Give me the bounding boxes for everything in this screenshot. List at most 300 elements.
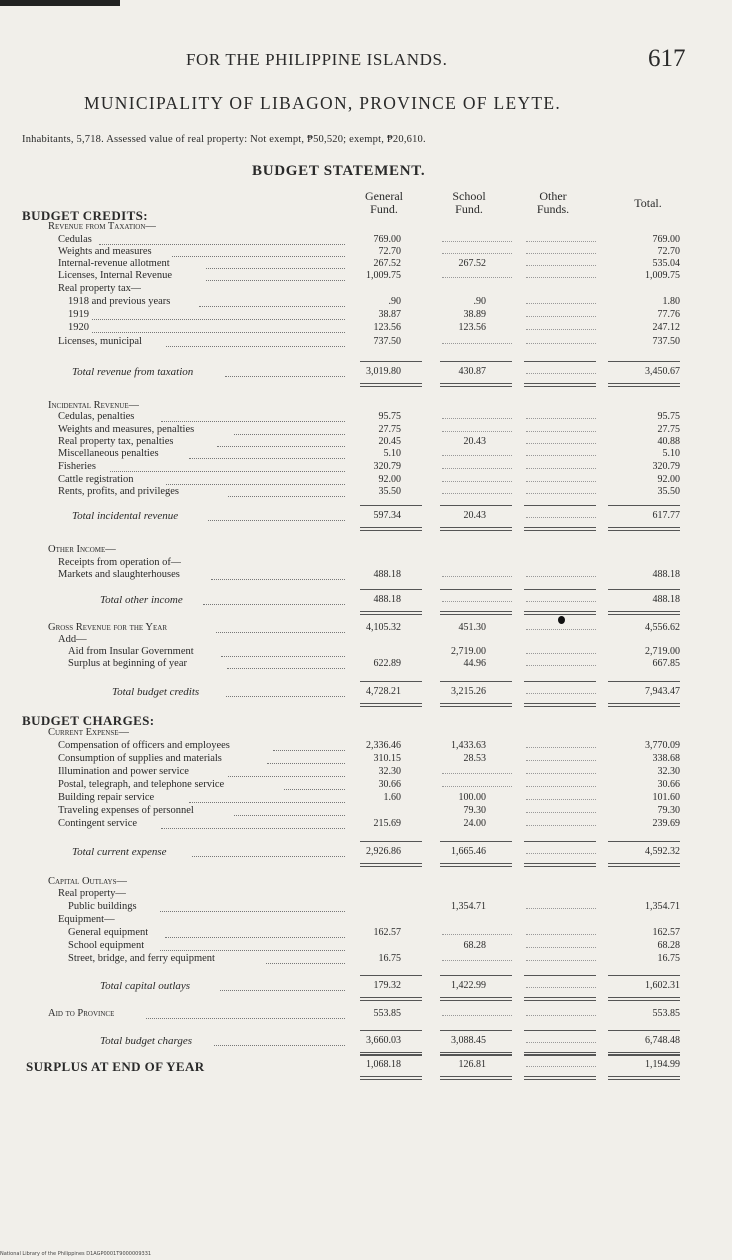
subtotal-rule [360, 1030, 422, 1031]
row-label: Other Income— [48, 544, 116, 555]
total-value: 162.57 [652, 927, 680, 938]
subtotal-rule [360, 1054, 422, 1055]
school-fund-value: 1,433.63 [451, 740, 486, 751]
general-fund-value: 95.75 [378, 411, 401, 422]
empty-cell-leader [526, 277, 596, 278]
school-fund-value: 24.00 [463, 818, 486, 829]
total-value: 7,943.47 [645, 686, 680, 697]
total-value: 77.76 [657, 309, 680, 320]
school-fund-value: 20.43 [463, 510, 486, 521]
dot-leader [199, 306, 345, 307]
empty-cell-leader [442, 493, 512, 494]
general-fund-value: 123.56 [373, 322, 401, 333]
dot-leader [189, 458, 345, 459]
general-fund-value: .90 [388, 296, 401, 307]
general-fund-value: 16.75 [378, 953, 401, 964]
total-double-rule [360, 1076, 422, 1080]
empty-cell-leader [526, 786, 596, 787]
dot-leader [221, 656, 345, 657]
dot-leader [189, 802, 345, 803]
row-label: Street, bridge, and ferry equipment [68, 953, 215, 964]
empty-cell-leader [442, 241, 512, 242]
general-fund-value: 1,009.75 [366, 270, 401, 281]
school-fund-value: 3,088.45 [451, 1035, 486, 1046]
school-fund-value: 2,719.00 [451, 646, 486, 657]
subtotal-rule [524, 589, 596, 590]
row-label: Contingent service [58, 818, 138, 829]
dot-leader [214, 1045, 345, 1046]
empty-cell-leader [526, 934, 596, 935]
table-row [0, 753, 732, 767]
municipality-title: MUNICIPALITY OF LIBAGON, PROVINCE OF LEYTE. [84, 93, 562, 113]
empty-cell-leader [526, 960, 596, 961]
total-double-rule [524, 703, 596, 707]
general-fund-value: 3,019.80 [366, 366, 401, 377]
total-double-rule [608, 863, 680, 867]
general-fund-value: 215.69 [373, 818, 401, 829]
total-double-rule [524, 611, 596, 615]
general-fund-value: 488.18 [373, 594, 401, 605]
row-label: Illumination and power service [58, 766, 189, 777]
empty-cell-leader [442, 601, 512, 602]
school-fund-value: 1,665.46 [451, 846, 486, 857]
total-double-rule [608, 1076, 680, 1080]
table-row [0, 953, 732, 967]
subtotal-rule [608, 975, 680, 976]
dot-leader [160, 950, 345, 951]
total-double-rule [608, 383, 680, 387]
table-row [0, 569, 732, 583]
total-value: 4,592.32 [645, 846, 680, 857]
dot-leader [228, 776, 345, 777]
school-fund-value: 38.89 [463, 309, 486, 320]
column-header-total: Total. [634, 196, 662, 210]
table-row [0, 779, 732, 793]
empty-cell-leader [442, 576, 512, 577]
school-fund-value: 20.43 [463, 436, 486, 447]
row-label: Capital Outlays— [48, 876, 128, 887]
total-value: 6,748.48 [645, 1035, 680, 1046]
subtotal-rule [440, 1054, 512, 1055]
general-fund-value: 162.57 [373, 927, 401, 938]
total-value: 320.79 [652, 461, 680, 472]
total-value: 95.75 [657, 411, 680, 422]
general-fund-value: 553.85 [373, 1008, 401, 1019]
page-number: 617 [648, 45, 686, 72]
row-label: Building repair service [58, 792, 155, 803]
subtotal-rule [440, 589, 512, 590]
section-row [0, 713, 732, 727]
subtotal-rule [440, 1030, 512, 1031]
table-row [0, 322, 732, 336]
subtotal-rule [524, 1030, 596, 1031]
general-fund-value: 4,728.21 [366, 686, 401, 697]
row-label: Compensation of officers and employees [58, 740, 230, 751]
empty-cell-leader [526, 265, 596, 266]
archive-footer: National Library of the Philippines D1AGP0001T9000009331 [0, 1251, 152, 1257]
total-double-rule [360, 997, 422, 1001]
general-fund-value: 622.89 [373, 658, 401, 669]
row-label: Total incidental revenue [72, 510, 179, 522]
total-row [0, 510, 732, 524]
empty-cell-leader [526, 517, 596, 518]
empty-cell-leader [526, 665, 596, 666]
row-label: Current Expense— [48, 727, 129, 738]
total-double-rule [360, 611, 422, 615]
empty-cell-leader [526, 987, 596, 988]
section-row [0, 1059, 732, 1073]
school-fund-value: 267.52 [458, 258, 486, 269]
dot-leader [161, 828, 345, 829]
ink-blot [558, 616, 565, 624]
table-row [0, 411, 732, 425]
general-fund-value: 3,660.03 [366, 1035, 401, 1046]
total-value: 338.68 [652, 753, 680, 764]
total-row [0, 594, 732, 608]
empty-cell-leader [526, 576, 596, 577]
subtotal-rule [524, 975, 596, 976]
total-double-rule [360, 703, 422, 707]
empty-cell-leader [526, 853, 596, 854]
table-row [0, 766, 732, 780]
subtotal-rule [608, 1054, 680, 1055]
row-label: Receipts from operation of— [58, 557, 182, 568]
empty-cell-leader [526, 418, 596, 419]
empty-cell-leader [526, 1015, 596, 1016]
empty-cell-leader [526, 329, 596, 330]
subtotal-rule [524, 681, 596, 682]
inhabitants-line: Inhabitants, 5,718. Assessed value of real property: Not exempt, ₱50,520; exempt, ₱20,610. [22, 134, 426, 145]
dot-leader [206, 280, 345, 281]
row-label: Gross Revenue for the Year [48, 622, 168, 633]
table-row [0, 740, 732, 754]
total-value: 3,770.09 [645, 740, 680, 751]
subtotal-rule [360, 975, 422, 976]
row-label: Total budget credits [112, 686, 200, 698]
empty-cell-leader [442, 343, 512, 344]
row-label: Consumption of supplies and materials [58, 753, 222, 764]
dot-leader [165, 937, 345, 938]
general-fund-value: 20.45 [378, 436, 401, 447]
dot-leader [92, 332, 345, 333]
subtotal-rule [440, 505, 512, 506]
total-value: 1,194.99 [645, 1059, 680, 1070]
table-row [0, 727, 732, 741]
row-label: Add— [58, 634, 87, 645]
general-fund-value: 2,336.46 [366, 740, 401, 751]
empty-cell-leader [526, 653, 596, 654]
general-fund-value: 769.00 [373, 234, 401, 245]
total-value: 535.04 [652, 258, 680, 269]
total-double-rule [360, 383, 422, 387]
general-fund-value: 5.10 [383, 448, 401, 459]
row-label: Aid to Province [48, 1008, 115, 1019]
table-row [0, 792, 732, 806]
table-row [0, 296, 732, 310]
subtotal-rule [440, 841, 512, 842]
empty-cell-leader [442, 455, 512, 456]
general-fund-value: 30.66 [378, 779, 401, 790]
table-row [0, 270, 732, 284]
empty-cell-leader [526, 629, 596, 630]
row-label: Real property tax, penalties [58, 436, 174, 447]
total-double-rule [440, 611, 512, 615]
empty-cell-leader [526, 253, 596, 254]
total-double-rule [440, 527, 512, 531]
total-double-rule [524, 527, 596, 531]
empty-cell-leader [526, 760, 596, 761]
subtotal-rule [524, 1054, 596, 1055]
empty-cell-leader [526, 1042, 596, 1043]
total-value: 30.66 [657, 779, 680, 790]
school-fund-value: 79.30 [463, 805, 486, 816]
dot-leader [211, 579, 345, 580]
empty-cell-leader [442, 253, 512, 254]
empty-cell-leader [442, 481, 512, 482]
general-fund-value: 27.75 [378, 424, 401, 435]
table-row [0, 940, 732, 954]
empty-cell-leader [526, 455, 596, 456]
total-value: 239.69 [652, 818, 680, 829]
school-fund-value: 1,354.71 [451, 901, 486, 912]
row-label: BUDGET CHARGES: [22, 713, 155, 728]
total-double-rule [608, 703, 680, 707]
subtotal-rule [440, 361, 512, 362]
empty-cell-leader [526, 443, 596, 444]
row-label: Equipment— [58, 914, 115, 925]
table-row [0, 309, 732, 323]
school-fund-value: 430.87 [458, 366, 486, 377]
row-label: Miscellaneous penalties [58, 448, 159, 459]
total-double-rule [360, 863, 422, 867]
empty-cell-leader [442, 960, 512, 961]
general-fund-value: 267.52 [373, 258, 401, 269]
subtotal-rule [608, 681, 680, 682]
total-value: 1,009.75 [645, 270, 680, 281]
total-value: 92.00 [657, 474, 680, 485]
row-label: 1919 [68, 309, 89, 320]
subtotal-rule [608, 505, 680, 506]
total-double-rule [524, 863, 596, 867]
dot-leader [220, 990, 345, 991]
row-label: Postal, telegraph, and telephone service [58, 779, 225, 790]
dot-leader [166, 346, 345, 347]
empty-cell-leader [526, 481, 596, 482]
total-double-rule [524, 1076, 596, 1080]
total-value: 553.85 [652, 1008, 680, 1019]
dot-leader [284, 789, 345, 790]
table-row [0, 914, 732, 928]
total-value: 1,602.31 [645, 980, 680, 991]
total-double-rule [524, 997, 596, 1001]
dot-leader [110, 471, 345, 472]
table-row [0, 927, 732, 941]
dot-leader [192, 856, 345, 857]
general-fund-value: 320.79 [373, 461, 401, 472]
empty-cell-leader [526, 316, 596, 317]
dot-leader [234, 815, 345, 816]
subtotal-rule [360, 589, 422, 590]
row-label: Total current expense [72, 846, 167, 858]
empty-cell-leader [526, 825, 596, 826]
dot-leader [166, 484, 345, 485]
row-label: Cedulas, penalties [58, 411, 135, 422]
total-row [0, 686, 732, 700]
dot-leader [266, 963, 345, 964]
row-label: Weights and measures, penalties [58, 424, 195, 435]
subtotal-rule [360, 505, 422, 506]
school-fund-value: 3,215.26 [451, 686, 486, 697]
empty-cell-leader [526, 1066, 596, 1067]
row-label: Incidental Revenue— [48, 400, 140, 411]
general-fund-value: 38.87 [378, 309, 401, 320]
general-fund-value: 310.15 [373, 753, 401, 764]
table-row [0, 901, 732, 915]
total-double-rule [440, 383, 512, 387]
empty-cell-leader [442, 418, 512, 419]
total-value: 617.77 [652, 510, 680, 521]
table-row [0, 486, 732, 500]
row-label: Real property tax— [58, 283, 142, 294]
total-double-rule [440, 1076, 512, 1080]
empty-cell-leader [526, 373, 596, 374]
subtotal-rule [440, 681, 512, 682]
general-fund-value: 737.50 [373, 336, 401, 347]
dot-leader [172, 256, 345, 257]
dot-leader [160, 911, 345, 912]
running-title: FOR THE PHILIPPINE ISLANDS. [186, 50, 448, 69]
empty-cell-leader [526, 601, 596, 602]
total-row [0, 846, 732, 860]
section-row [0, 208, 732, 222]
dot-leader [216, 632, 345, 633]
general-fund-value: 179.32 [373, 980, 401, 991]
row-label: Fisheries [58, 461, 96, 472]
total-double-rule [524, 383, 596, 387]
row-label: School equipment [68, 940, 145, 951]
subtotal-rule [608, 361, 680, 362]
subtotal-rule [360, 681, 422, 682]
school-fund-value: 68.28 [463, 940, 486, 951]
school-fund-value: 451.30 [458, 622, 486, 633]
column-header-school-fund: School Fund. [452, 189, 486, 216]
dot-leader [228, 496, 345, 497]
empty-cell-leader [526, 343, 596, 344]
total-double-rule [440, 863, 512, 867]
total-value: 769.00 [652, 234, 680, 245]
row-label: Total capital outlays [100, 980, 191, 992]
dot-leader [234, 434, 345, 435]
subtotal-rule [524, 841, 596, 842]
empty-cell-leader [526, 908, 596, 909]
subtotal-rule [524, 505, 596, 506]
total-value: 101.60 [652, 792, 680, 803]
total-value: 4,556.62 [645, 622, 680, 633]
dot-leader [227, 668, 345, 669]
empty-cell-leader [442, 773, 512, 774]
subtotal-rule [360, 361, 422, 362]
school-fund-value: 123.56 [458, 322, 486, 333]
dot-leader [92, 319, 345, 320]
total-double-rule [360, 527, 422, 531]
total-double-rule [608, 997, 680, 1001]
empty-cell-leader [526, 947, 596, 948]
dot-leader [206, 268, 345, 269]
empty-cell-leader [526, 241, 596, 242]
total-double-rule [608, 611, 680, 615]
empty-cell-leader [442, 1015, 512, 1016]
general-fund-value: 1,068.18 [366, 1059, 401, 1070]
total-value: 72.70 [657, 246, 680, 257]
row-label: Total other income [100, 594, 183, 606]
row-label: 1918 and previous years [68, 296, 171, 307]
general-fund-value: 2,926.86 [366, 846, 401, 857]
row-label: Total budget charges [100, 1035, 193, 1047]
empty-cell-leader [442, 786, 512, 787]
empty-cell-leader [526, 812, 596, 813]
total-value: 5.10 [662, 448, 680, 459]
total-value: 488.18 [652, 569, 680, 580]
table-row [0, 818, 732, 832]
row-label: Markets and slaughterhouses [58, 569, 180, 580]
dot-leader [161, 421, 345, 422]
subtotal-rule [608, 841, 680, 842]
dot-leader [267, 763, 345, 764]
row-label: BUDGET CREDITS: [22, 208, 149, 223]
school-fund-value: 28.53 [463, 753, 486, 764]
empty-cell-leader [526, 493, 596, 494]
school-fund-value: 44.96 [463, 658, 486, 669]
table-row [0, 1008, 732, 1022]
row-label: Weights and measures [58, 246, 152, 257]
empty-cell-leader [442, 277, 512, 278]
row-label: Licenses, Internal Revenue [58, 270, 172, 281]
total-value: 32.30 [657, 766, 680, 777]
total-value: 27.75 [657, 424, 680, 435]
row-label: Licenses, municipal [58, 336, 142, 347]
total-value: 2,719.00 [645, 646, 680, 657]
dot-leader [99, 244, 345, 245]
row-label: Revenue from Taxation— [48, 221, 156, 232]
table-row [0, 888, 732, 902]
total-row [0, 1035, 732, 1049]
total-value: 35.50 [657, 486, 680, 497]
table-row [0, 461, 732, 475]
dot-leader [146, 1018, 345, 1019]
table-row [0, 805, 732, 819]
subtotal-rule [360, 841, 422, 842]
table-row [0, 283, 732, 297]
table-row [0, 221, 732, 235]
row-label: General equipment [68, 927, 149, 938]
total-value: 667.85 [652, 658, 680, 669]
school-fund-value: 126.81 [458, 1059, 486, 1070]
row-label: Total revenue from taxation [72, 366, 194, 378]
total-value: 1,354.71 [645, 901, 680, 912]
row-label: Traveling expenses of personnel [58, 805, 194, 816]
general-fund-value: 92.00 [378, 474, 401, 485]
total-value: 247.12 [652, 322, 680, 333]
dot-leader [217, 446, 345, 447]
table-row [0, 336, 732, 350]
empty-cell-leader [526, 773, 596, 774]
empty-cell-leader [526, 431, 596, 432]
general-fund-value: 597.34 [373, 510, 401, 521]
total-value: 16.75 [657, 953, 680, 964]
general-fund-value: 4,105.32 [366, 622, 401, 633]
dot-leader [208, 520, 345, 521]
column-header-other-funds: Other Funds. [536, 189, 570, 216]
